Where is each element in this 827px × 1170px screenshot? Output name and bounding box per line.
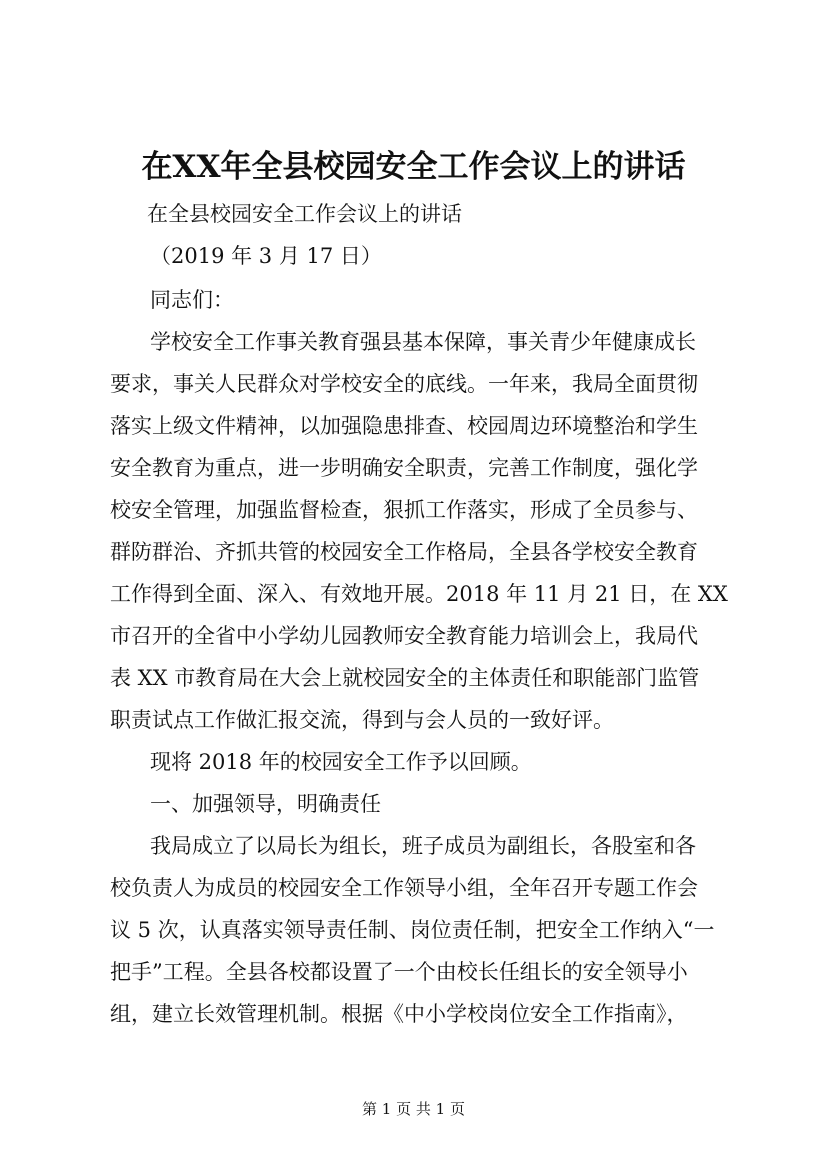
document-title: 在XX年全县校园安全工作会议上的讲话 [141,149,686,185]
body-line: 职责试点工作做汇报交流，得到与会人员的一致好评。 [110,708,614,732]
section-heading: 一、加强领导，明确责任 [150,792,381,816]
body-line: 议 5 次，认真落实领导责任制、岗位责任制，把安全工作纳入“一 [110,918,715,942]
salutation: 同志们： [150,288,234,312]
body-line: 落实上级文件精神，以加强隐患排查、校园周边环境整治和学生 [110,414,698,438]
body-line: 群防群治、齐抓共管的校园安全工作格局，全县各学校安全教育 [110,540,698,564]
body-line: 组，建立长效管理机制。根据《中小学校岗位安全工作指南》， [110,1002,688,1026]
body-line: 学校安全工作事关教育强县基本保障，事关青少年健康成长 [150,330,696,354]
body-line: 安全教育为重点，进一步明确安全职责，完善工作制度，强化学 [110,456,698,480]
body-line: 校安全管理，加强监督检查，狠抓工作落实，形成了全员参与、 [110,498,698,522]
body-line: 表 XX 市教育局在大会上就校园安全的主体责任和职能部门监管 [110,666,700,690]
subtitle: 在全县校园安全工作会议上的讲话 [147,202,462,226]
body-line: 现将 2018 年的校园安全工作予以回顾。 [150,750,532,774]
page-footer: 第 1 页 共 1 页 [362,1100,465,1118]
date-line: （2019 年 3 月 17 日） [150,244,382,268]
body-line: 校负责人为成员的校园安全工作领导小组，全年召开专题工作会 [110,876,698,900]
body-line: 我局成立了以局长为组长，班子成员为副组长，各股室和各 [150,834,696,858]
body-line: 要求，事关人民群众对学校安全的底线。一年来，我局全面贯彻 [110,372,698,396]
body-line: 市召开的全省中小学幼儿园教师安全教育能力培训会上，我局代 [110,624,698,648]
body-line: 把手”工程。全县各校都设置了一个由校长任组长的安全领导小 [110,960,688,984]
body-line: 工作得到全面、深入、有效地开展。2018 年 11 月 21 日，在 XX [110,582,728,606]
